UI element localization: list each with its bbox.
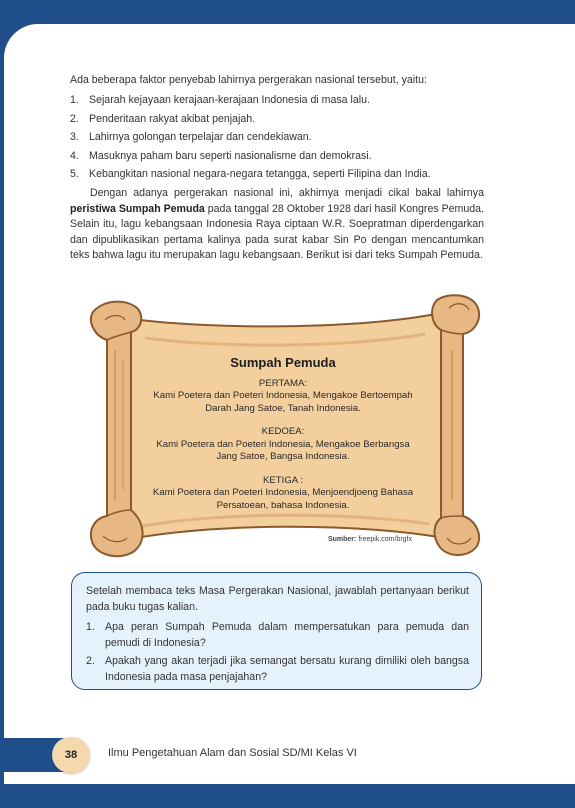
list-item: 2. Penderitaan rakyat akibat penjajah. — [70, 112, 256, 125]
list-item: 1. Sejarah kejayaan kerajaan-kerajaan Indonesia di masa lalu. — [70, 94, 370, 106]
sumpah-pemuda-text — [128, 357, 438, 523]
pledge-heading: KEDOEA: — [261, 426, 305, 437]
sumpah-pemuda-paragraph: Dengan adanya pergerakan nasional ini, akhirnya menjadi cikal bakal lahirnya peristiwa Sumpah Pemuda pada tanggal 28 Oktober 1928 dari hasil Kongres Pemuda. Selain itu, lagu kebangsaan Indonesia Raya ciptaan W.R. Soepratman diperdengarkan dan dipublikasikan pertama kalinya pada surat kabar Sin Po dengan mencantumkan teks bahwa lagu itu merupakan lagu kebangsaan. Berikut isi dari teks Sumpah Pemuda. — [70, 187, 484, 261]
bottom-bar — [0, 788, 575, 808]
factor-list — [70, 92, 484, 182]
task-instruction: Setelah membaca teks Masa Pergerakan Nasional, jawablah pertanyaan berikut pada buku tugas kalian. — [86, 585, 469, 613]
list-item: 2. Apakah yang akan terjadi jika semangat bersatu kurang dimiliki oleh bangsa Indonesia pada masa penjajahan? — [86, 655, 469, 683]
page-number: 38 — [52, 737, 90, 773]
list-item: 5. Kebangkitan nasional negara-negara tetangga, seperti Filipina dan India. — [70, 168, 431, 180]
list-item: 3. Lahirnya golongan terpelajar dan cendekiawan. — [70, 131, 312, 143]
question-list — [86, 620, 469, 685]
pledge-block: PERTAMA: Kami Poetera dan Poeteri Indonesia, Mengakoe Bertoempah Darah Jang Satoe, Tanah Indonesia. — [128, 378, 438, 416]
task-box — [71, 572, 482, 690]
book-title: Ilmu Pengetahuan Alam dan Sosial SD/MI Kelas VI — [108, 747, 357, 759]
scroll-title: Sumpah Pemuda — [230, 355, 336, 370]
pledge-heading: PERTAMA: — [258, 377, 308, 389]
intro-text: Ada beberapa faktor penyebab lahirnya pergerakan nasional tersebut, yaitu: — [70, 74, 427, 86]
pledge-block: KETIGA : Kami Poetera dan Poeteri Indonesia, Menjoendjoeng Bahasa Persatoean, bahasa Indonesia. — [128, 475, 438, 513]
list-item: 1. Apa peran Sumpah Pemuda dalam mempersatukan para pemuda dan pemudi di Indonesia? — [86, 621, 469, 649]
list-item: 4. Masuknya paham baru seperti nasionalisme dan demokrasi. — [70, 149, 372, 162]
pledge-heading: KETIGA : — [263, 474, 303, 486]
pledge-block: KEDOEA: Kami Poetera dan Poeteri Indonesia, Mengakoe Berbangsa Jang Satoe, Bangsa Indonesia. — [128, 426, 438, 464]
highlight-term: peristiwa Sumpah Pemuda — [70, 202, 205, 215]
main-content — [70, 72, 484, 264]
image-source: Sumber: freepik.com/brgfx — [327, 536, 412, 543]
